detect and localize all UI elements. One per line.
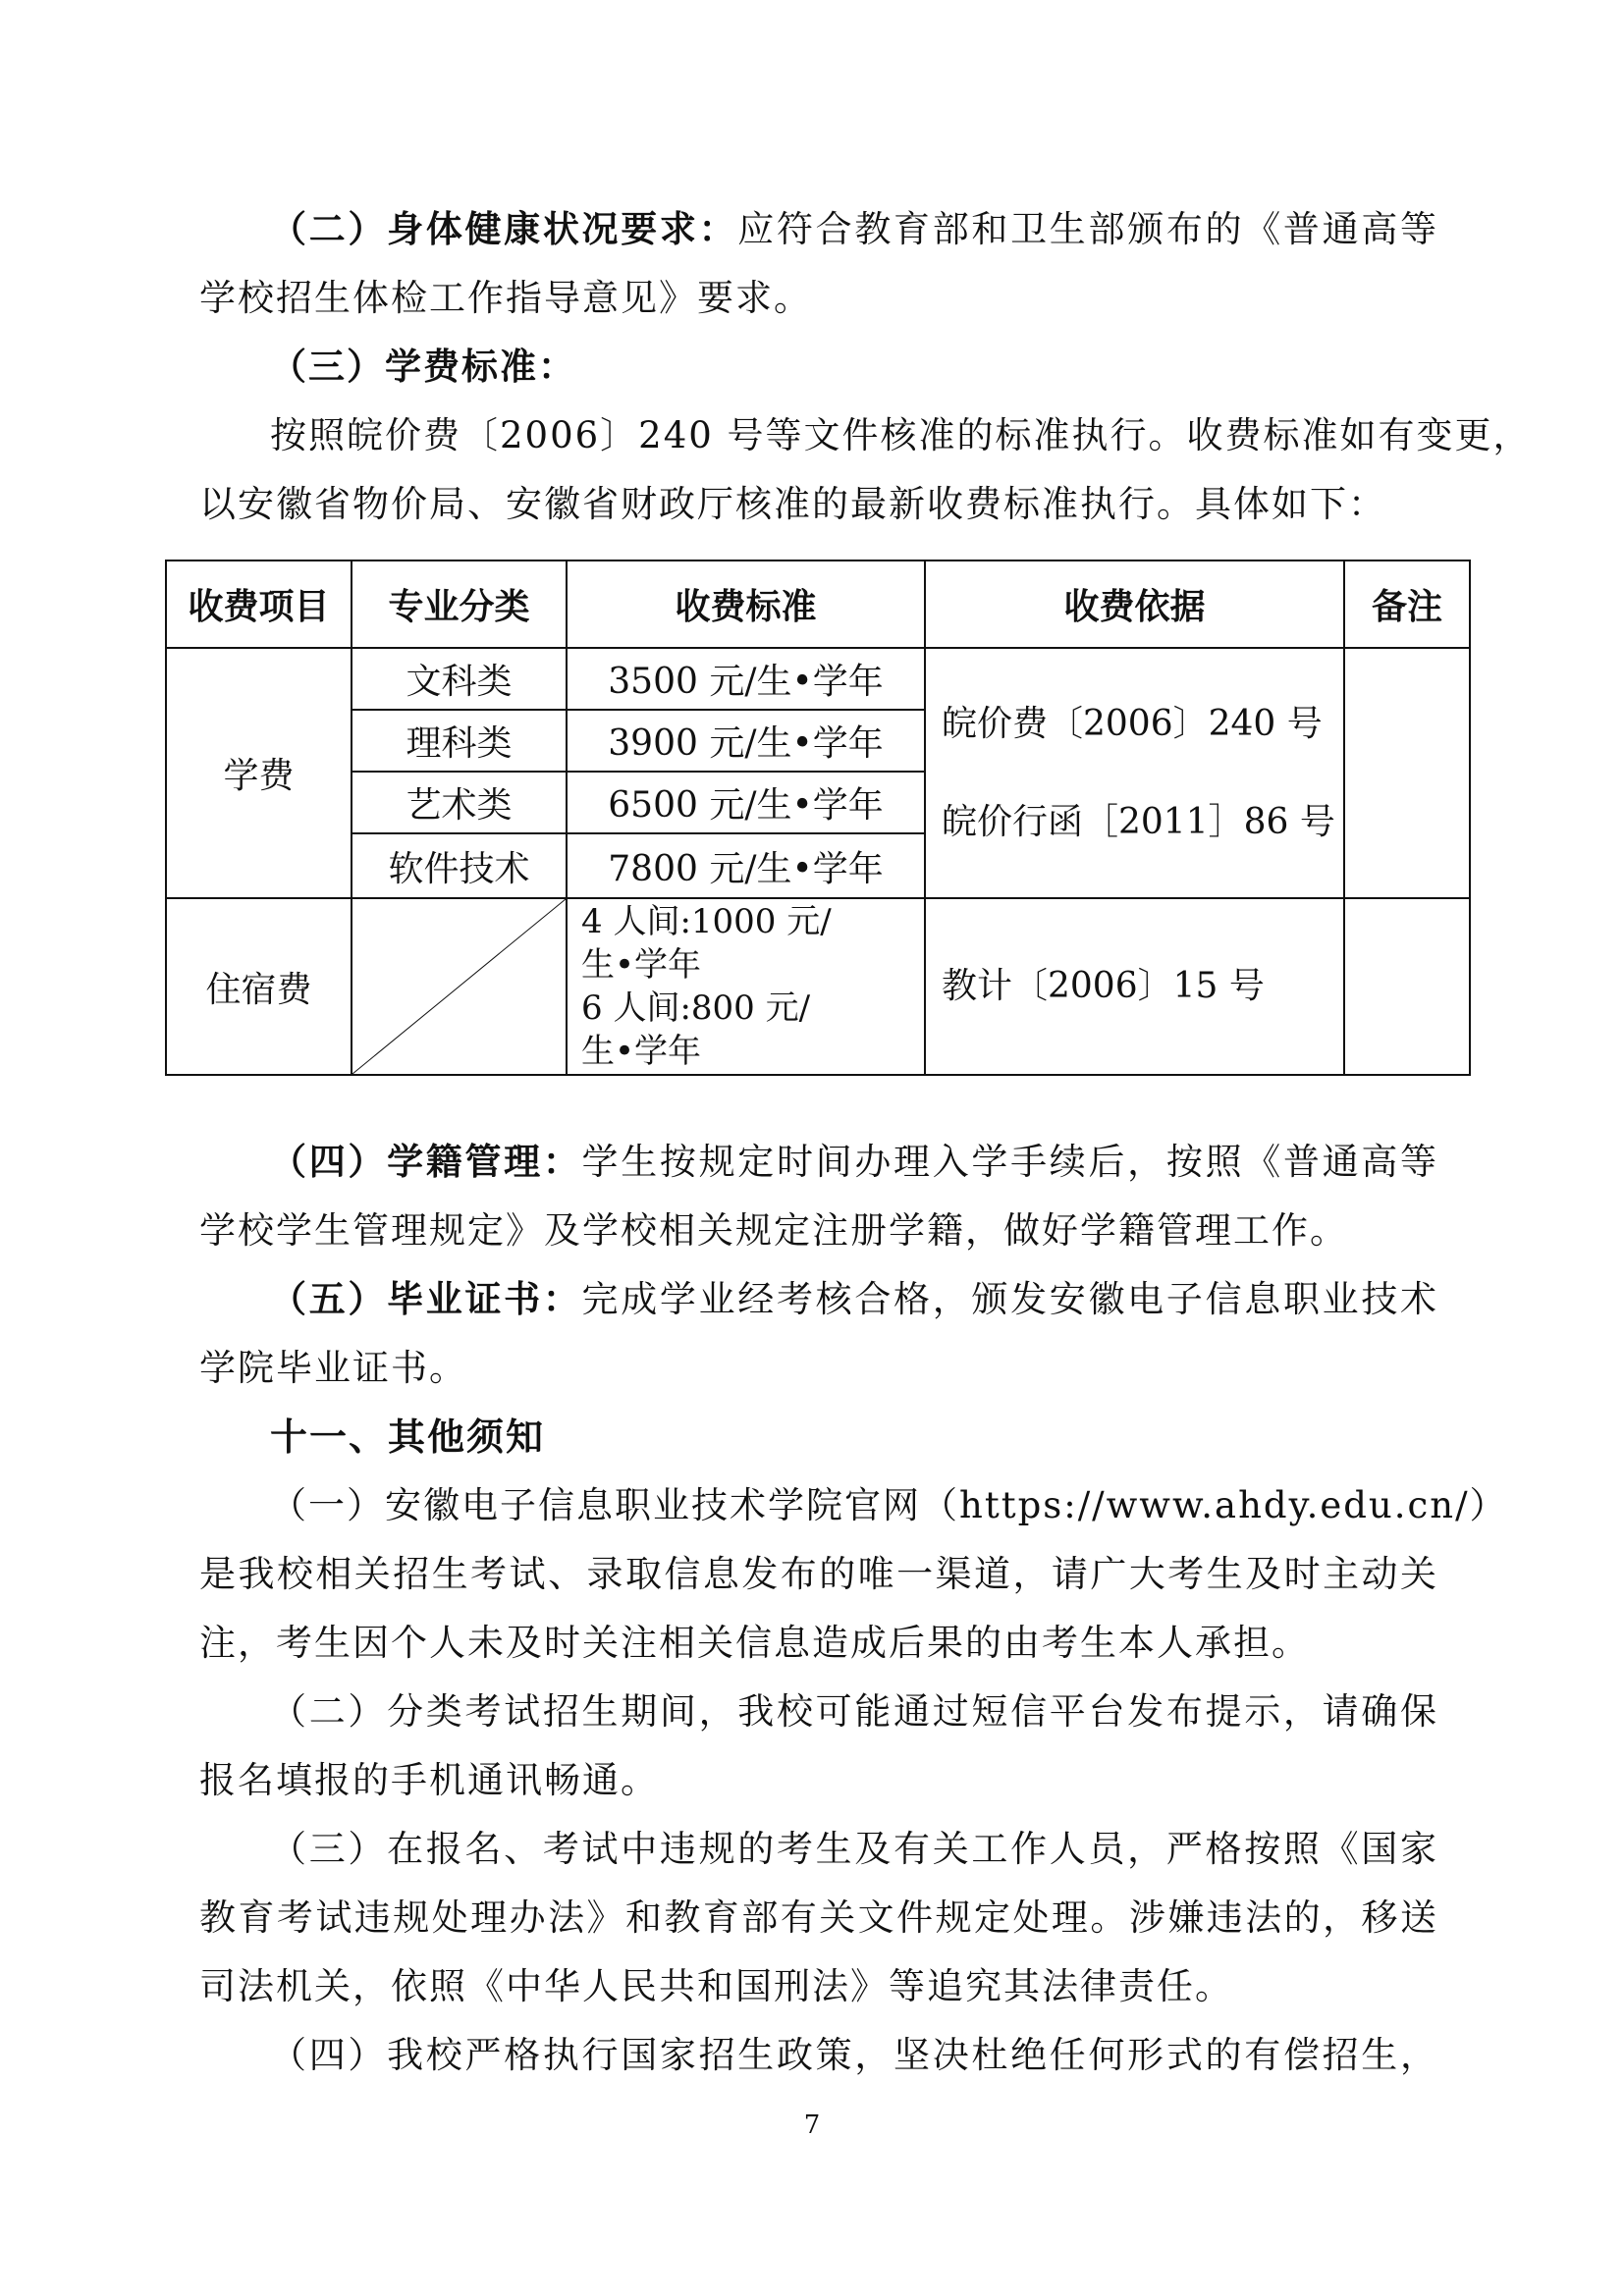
category-cell: 文科类 xyxy=(352,648,567,710)
dorm-remark xyxy=(1344,898,1470,1075)
dorm-standard: 4 人间:1000 元/ 生•学年 6 人间:800 元/ 生•学年 xyxy=(567,898,925,1075)
notice-1-cont: 注，考生因个人未及时关注相关信息造成后果的由考生本人承担。 xyxy=(199,1622,1310,1664)
paragraph-status: （四）学籍管理：学生按规定时间办理入学手续后，按照《普通高等 xyxy=(270,1141,1439,1183)
header-category: 专业分类 xyxy=(352,561,567,648)
category-cell: 理科类 xyxy=(352,710,567,772)
notice-1-cont: 是我校相关招生考试、录取信息发布的唯一渠道，请广大考生及时主动关 xyxy=(199,1553,1438,1595)
table-row xyxy=(166,898,1470,1075)
notice-2-cont: 报名填报的手机通讯畅通。 xyxy=(199,1759,659,1801)
header-basis: 收费依据 xyxy=(925,561,1344,648)
category-cell: 艺术类 xyxy=(352,772,567,833)
notice-1: （一）安徽电子信息职业技术学院官网（https://www.ahdy.edu.cn/） xyxy=(270,1484,1508,1526)
header-remark: 备注 xyxy=(1344,561,1470,648)
tuition-item: 学费 xyxy=(166,648,352,898)
table-row xyxy=(166,648,1470,710)
header-standard: 收费标准 xyxy=(567,561,925,648)
fee-table xyxy=(165,560,1471,1076)
paragraph-tuition: 按照皖价费〔2006〕240 号等文件核准的标准执行。收费标准如有变更， xyxy=(270,414,1532,456)
notice-3-cont: 教育考试违规处理办法》和教育部有关文件规定处理。涉嫌违法的，移送 xyxy=(199,1896,1438,1939)
paragraph-health-cont: 学校招生体检工作指导意见》要求。 xyxy=(199,277,812,319)
heading-tuition: （三）学费标准： xyxy=(270,346,576,388)
paragraph-tuition-cont: 以安徽省物价局、安徽省财政厅核准的最新收费标准执行。具体如下： xyxy=(199,483,1386,525)
diagonal-cell xyxy=(352,898,567,1075)
paragraph-diploma: （五）毕业证书：完成学业经考核合格，颁发安徽电子信息职业技术 xyxy=(270,1278,1439,1320)
dorm-item: 住宿费 xyxy=(166,898,352,1075)
tuition-remark xyxy=(1344,648,1470,898)
standard-cell: 3500 元/生•学年 xyxy=(567,648,925,710)
basis-line: 皖价行函［2011］86 号 xyxy=(942,801,1335,842)
notice-3: （三）在报名、考试中违规的考生及有关工作人员，严格按照《国家 xyxy=(270,1828,1438,1870)
notice-3-cont: 司法机关，依照《中华人民共和国刑法》等追究其法律责任。 xyxy=(199,1965,1233,2007)
paragraph-health: （二）身体健康状况要求：应符合教育部和卫生部颁布的《普通高等 xyxy=(270,208,1439,250)
paragraph-diploma-cont: 学院毕业证书。 xyxy=(199,1347,467,1389)
notice-4: （四）我校严格执行国家招生政策，坚决杜绝任何形式的有偿招生， xyxy=(270,2034,1438,2076)
heading-diploma: （五）毕业证书： xyxy=(270,1278,582,1320)
tuition-basis xyxy=(925,648,1344,898)
diagonal-line xyxy=(352,899,566,1074)
header-item: 收费项目 xyxy=(166,561,352,648)
standard-cell: 3900 元/生•学年 xyxy=(567,710,925,772)
standard-cell: 7800 元/生•学年 xyxy=(567,833,925,898)
standard-cell: 6500 元/生•学年 xyxy=(567,772,925,833)
category-cell: 软件技术 xyxy=(352,833,567,898)
heading-status: （四）学籍管理： xyxy=(270,1141,582,1183)
heading-health: （二）身体健康状况要求： xyxy=(270,208,738,250)
dorm-basis: 教计〔2006〕15 号 xyxy=(925,898,1344,1075)
basis-line: 皖价费〔2006〕240 号 xyxy=(942,703,1323,744)
section-title: 十一、其他须知 xyxy=(270,1415,546,1459)
paragraph-status-cont: 学校学生管理规定》及学校相关规定注册学籍，做好学籍管理工作。 xyxy=(199,1209,1348,1252)
notice-2: （二）分类考试招生期间，我校可能通过短信平台发布提示，请确保 xyxy=(270,1690,1438,1733)
fee-table-header xyxy=(166,561,1470,648)
page-number: 7 xyxy=(803,2110,821,2140)
